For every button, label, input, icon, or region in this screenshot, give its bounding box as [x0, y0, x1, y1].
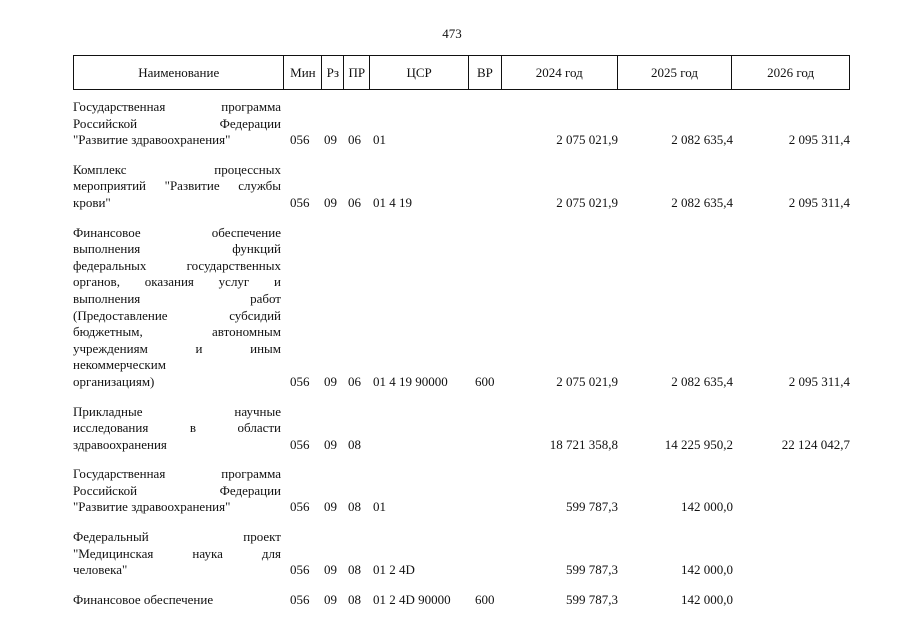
header-min: Мин	[284, 56, 322, 89]
table-header	[73, 55, 850, 90]
cell-csr: 01	[373, 132, 386, 148]
row-name-line: бюджетным, автономным	[73, 324, 281, 340]
cell-min: 056	[290, 591, 310, 607]
cell-rz: 09	[324, 194, 337, 210]
row-name-line: выполнения работ	[73, 290, 281, 306]
cell-2024: 2 075 021,9	[556, 373, 618, 389]
cell-2025: 2 082 635,4	[671, 132, 733, 148]
row-name-line: мероприятий "Развитие службы	[73, 178, 281, 194]
cell-min: 056	[290, 132, 310, 148]
header-csr: ЦСР	[370, 56, 469, 89]
cell-pr: 08	[348, 562, 361, 578]
row-name-line: крови"	[73, 194, 111, 210]
row-name	[73, 529, 281, 579]
row-name-line: Российской Федерации	[73, 482, 281, 498]
cell-2024: 18 721 358,8	[549, 436, 618, 452]
cell-2024: 599 787,3	[566, 499, 618, 515]
row-name-line: "Медицинская наука для	[73, 545, 281, 561]
table-body	[73, 99, 850, 621]
cell-csr: 01 4 19	[373, 194, 412, 210]
cell-csr: 01 2 4D	[373, 562, 415, 578]
table-row	[73, 529, 850, 579]
row-name-line: здравоохранения	[73, 436, 167, 452]
cell-2024: 599 787,3	[566, 562, 618, 578]
cell-2025: 142 000,0	[681, 499, 733, 515]
row-name-line: федеральных государственных	[73, 257, 281, 273]
cell-min: 056	[290, 194, 310, 210]
cell-min: 056	[290, 499, 310, 515]
cell-rz: 09	[324, 562, 337, 578]
row-name-line: Прикладные научные	[73, 403, 281, 419]
cell-2024: 2 075 021,9	[556, 194, 618, 210]
cell-pr: 06	[348, 194, 361, 210]
row-name-line: Финансовое обеспечение	[73, 591, 214, 607]
cell-rz: 09	[324, 499, 337, 515]
row-name-line: организациям)	[73, 373, 155, 389]
row-name-line: некоммерческим	[73, 357, 166, 373]
row-name	[73, 404, 281, 454]
cell-min: 056	[290, 562, 310, 578]
header-2024: 2024 год	[502, 56, 618, 89]
table-row	[73, 99, 850, 149]
cell-rz: 09	[324, 373, 337, 389]
table-row	[73, 592, 850, 609]
cell-2026: 2 095 311,4	[788, 132, 850, 148]
cell-2026: 2 095 311,4	[788, 373, 850, 389]
header-pr: ПР	[344, 56, 370, 89]
cell-2024: 2 075 021,9	[556, 132, 618, 148]
cell-pr: 08	[348, 436, 361, 452]
cell-csr: 01	[373, 499, 386, 515]
cell-min: 056	[290, 436, 310, 452]
cell-2025: 142 000,0	[681, 591, 733, 607]
cell-2025: 142 000,0	[681, 562, 733, 578]
cell-vr: 600	[475, 591, 495, 607]
cell-2025: 2 082 635,4	[671, 194, 733, 210]
cell-pr: 06	[348, 373, 361, 389]
cell-csr: 01 4 19 90000	[373, 373, 448, 389]
cell-2025: 2 082 635,4	[671, 373, 733, 389]
row-name-line: Государственная программа	[73, 466, 281, 482]
table-row	[73, 466, 850, 516]
cell-csr: 01 2 4D 90000	[373, 591, 451, 607]
table-row	[73, 162, 850, 212]
row-name-line: "Развитие здравоохранения"	[73, 499, 231, 515]
cell-pr: 06	[348, 132, 361, 148]
row-name-line: исследования в области	[73, 420, 281, 436]
cell-2025: 14 225 950,2	[664, 436, 733, 452]
row-name-line: выполнения функций	[73, 241, 281, 257]
row-name	[73, 225, 281, 391]
row-name-line: Федеральный проект	[73, 529, 281, 545]
row-name-line: человека"	[73, 562, 128, 578]
cell-pr: 08	[348, 591, 361, 607]
row-name-line: Российской Федерации	[73, 115, 281, 131]
cell-rz: 09	[324, 436, 337, 452]
row-name-line: "Развитие здравоохранения"	[73, 132, 231, 148]
cell-min: 056	[290, 373, 310, 389]
row-name-line: (Предоставление субсидий	[73, 307, 281, 323]
cell-2026: 2 095 311,4	[788, 194, 850, 210]
header-name: Наименование	[74, 56, 284, 89]
row-name	[73, 466, 281, 516]
row-name-line: учреждениям и иным	[73, 340, 281, 356]
cell-rz: 09	[324, 591, 337, 607]
header-vr: ВР	[469, 56, 502, 89]
header-2026: 2026 год	[767, 64, 815, 80]
table-row	[73, 225, 850, 391]
row-name	[73, 592, 281, 609]
row-name	[73, 162, 281, 212]
header-rz: Рз	[322, 56, 344, 89]
row-name-line: Государственная программа	[73, 99, 281, 114]
row-name	[73, 99, 281, 149]
row-name-line: органов, оказания услуг и	[73, 274, 281, 290]
table-row	[73, 404, 850, 454]
row-name-line: Финансовое обеспечение	[73, 224, 281, 240]
header-2025: 2025 год	[618, 56, 733, 89]
cell-pr: 08	[348, 499, 361, 515]
cell-2026: 22 124 042,7	[781, 436, 850, 452]
page-number: 473	[442, 26, 462, 41]
cell-rz: 09	[324, 132, 337, 148]
row-name-line: Комплекс процессных	[73, 161, 281, 177]
cell-2024: 599 787,3	[566, 591, 618, 607]
cell-vr: 600	[475, 373, 495, 389]
